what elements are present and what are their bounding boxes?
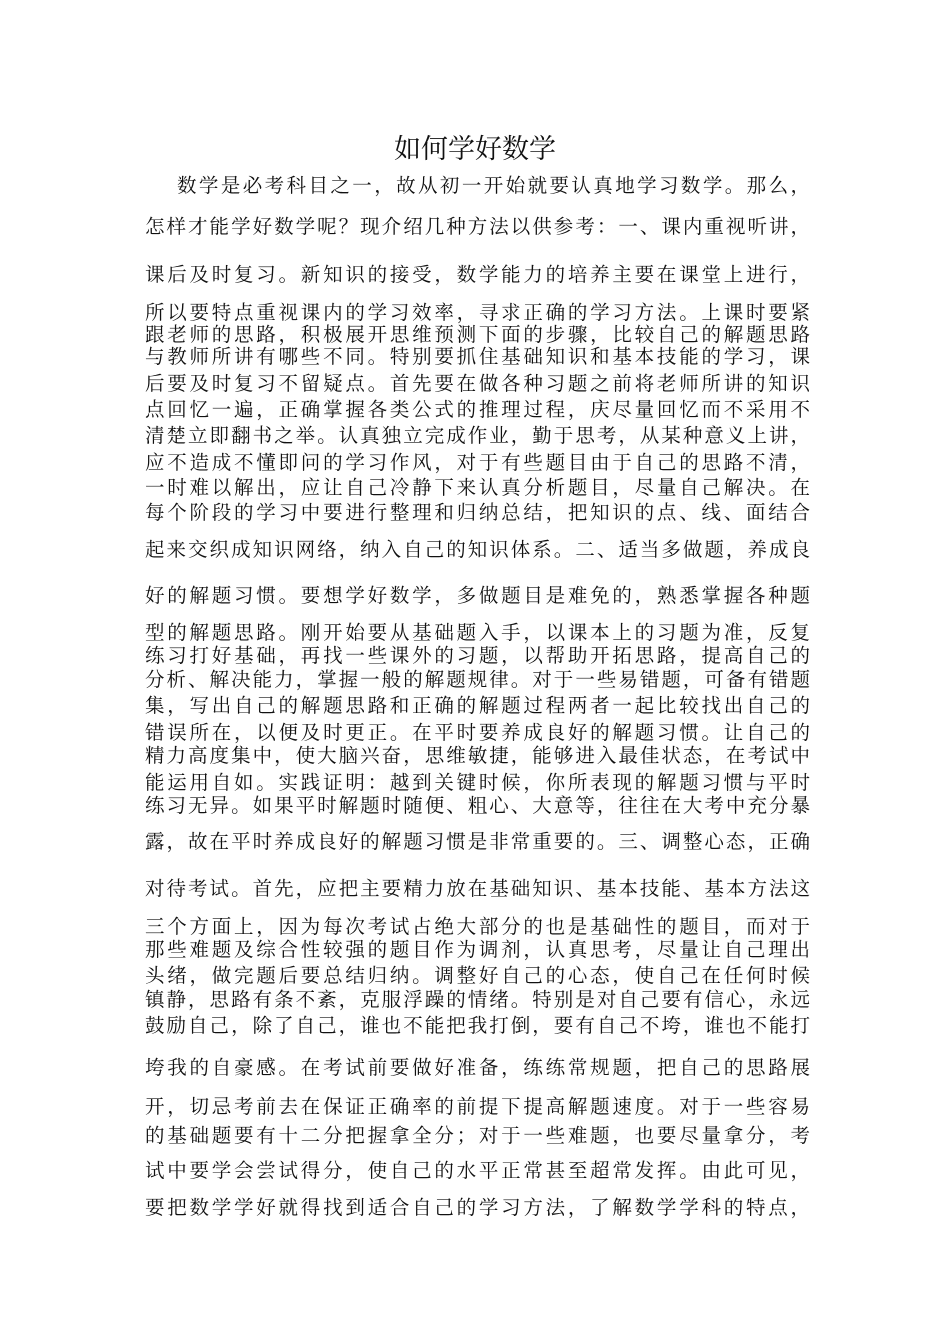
paragraph-line: 数学是必考科目之一，故从初一开始就要认真地学习数学。那么， — [177, 174, 810, 197]
paragraph-line: 对待考试。首先，应把主要精力放在基础知识、基本技能、基本方法这 — [145, 877, 810, 900]
paragraph-line: 镇静，思路有条不紊，克服浮躁的情绪。特别是对自己要有信心，永远 — [145, 988, 810, 1011]
paragraph-line: 试中要学会尝试得分，使自己的水平正常甚至超常发挥。由此可见， — [145, 1159, 810, 1182]
paragraph-line: 一时难以解出，应让自己冷静下来认真分析题目，尽量自己解决。在 — [145, 476, 810, 499]
paragraph-line: 那些难题及综合性较强的题目作为调剂，认真思考，尽量让自己理出 — [145, 938, 810, 961]
paragraph-line: 精力高度集中，使大脑兴奋，思维敏捷，能够进入最佳状态，在考试中 — [145, 744, 810, 767]
paragraph-line: 集，写出自己的解题思路和正确的解题过程两者一起比较找出自己的 — [145, 694, 810, 717]
paragraph-line: 清楚立即翻书之举。认真独立完成作业，勤于思考，从某种意义上讲， — [145, 424, 810, 447]
paragraph-line: 头绪，做完题后要总结归纳。调整好自己的心态，使自己在任何时候 — [145, 964, 810, 987]
paragraph-line: 练习无异。如果平时解题时随便、粗心、大意等，往往在大考中充分暴 — [145, 794, 810, 817]
paragraph-line: 错误所在，以便及时更正。在平时要养成良好的解题习惯。让自己的 — [145, 721, 810, 744]
paragraph-line: 鼓励自己，除了自己，谁也不能把我打倒，要有自己不垮，谁也不能打 — [145, 1014, 810, 1037]
paragraph-line: 所以要特点重视课内的学习效率，寻求正确的学习方法。上课时要紧 — [145, 301, 810, 324]
paragraph-line: 要把数学学好就得找到适合自己的学习方法，了解数学学科的特点， — [145, 1196, 810, 1219]
paragraph-line: 的基础题要有十二分把握拿全分；对于一些难题，也要尽量拿分，考 — [145, 1124, 810, 1147]
paragraph-line: 好的解题习惯。要想学好数学，多做题目是难免的，熟悉掌握各种题 — [145, 584, 810, 607]
paragraph-line: 垮我的自豪感。在考试前要做好准备，练练常规题，把自己的思路展 — [145, 1056, 810, 1079]
paragraph-line: 课后及时复习。新知识的接受，数学能力的培养主要在课堂上进行， — [145, 263, 810, 286]
paragraph-line: 开，切忌考前去在保证正确率的前提下提高解题速度。对于一些容易 — [145, 1095, 810, 1118]
paragraph-line: 练习打好基础，再找一些课外的习题，以帮助开拓思路，提高自己的 — [145, 644, 810, 667]
paragraph-line: 分析、解决能力，掌握一般的解题规律。对于一些易错题，可备有错题 — [145, 668, 810, 691]
document-title: 如何学好数学 — [394, 134, 556, 165]
paragraph-line: 每个阶段的学习中要进行整理和归纳总结，把知识的点、线、面结合 — [145, 501, 810, 524]
paragraph-line: 后要及时复习不留疑点。首先要在做各种习题之前将老师所讲的知识 — [145, 372, 810, 395]
paragraph-line: 三个方面上，因为每次考试占绝大部分的也是基础性的题目，而对于 — [145, 915, 810, 938]
paragraph-line: 能运用自如。实践证明：越到关键时候，你所表现的解题习惯与平时 — [145, 771, 810, 794]
paragraph-line: 应不造成不懂即问的学习作风，对于有些题目由于自己的思路不清， — [145, 451, 810, 474]
paragraph-line: 怎样才能学好数学呢？现介绍几种方法以供参考：一、课内重视听讲， — [145, 215, 810, 238]
paragraph-line: 与教师所讲有哪些不同。特别要抓住基础知识和基本技能的学习，课 — [145, 345, 810, 368]
paragraph-line: 型的解题思路。刚开始要从基础题入手，以课本上的习题为准，反复 — [145, 621, 810, 644]
paragraph-line: 起来交织成知识网络，纳入自己的知识体系。二、适当多做题，养成良 — [145, 538, 810, 561]
paragraph-line: 露，故在平时养成良好的解题习惯是非常重要的。三、调整心态，正确 — [145, 830, 810, 853]
paragraph-line: 点回忆一遍，正确掌握各类公式的推理过程，庆尽量回忆而不采用不 — [145, 398, 810, 421]
paragraph-line: 跟老师的思路，积极展开思维预测下面的步骤，比较自己的解题思路 — [145, 323, 810, 346]
